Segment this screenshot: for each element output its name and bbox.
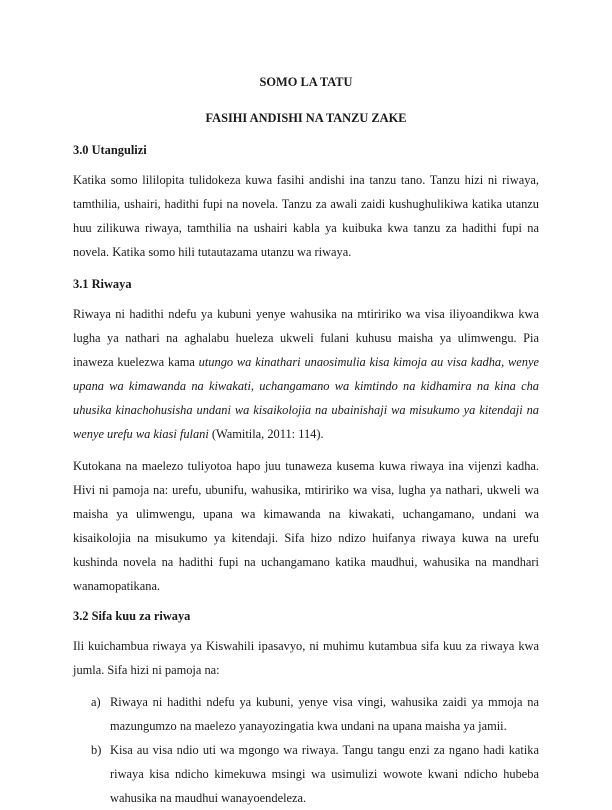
riwaya-components-paragraph: Kutokana na maelezo tuliyotoa hapo juu tunaweza kusema kuwa riwaya ina vijenzi kadha. Hivi ni pamoja na: urefu, ubunifu, wahusika, mtiririko wa visa, lugha ya nathari, ukweli wa maisha ya ulimwengu, upana wa kimawanda na kiwakati, uchangamano, undani wa kisaikolojia na misukumo ya kitendaji. Sifa hizo ndizo huifanya riwaya kuwa na urefu kushinda novela na hadithi fupi na uchangamano katika maudhui, wahusika na mandhari wanamopatikana. [73, 459, 539, 593]
definition-citation: (Wamitila, 2011: 114). [208, 427, 324, 441]
document-page [73, 70, 539, 810]
section-heading-riwaya: 3.1 Riwaya [73, 277, 132, 291]
section-riwaya [73, 272, 539, 598]
introduction-paragraph: Katika somo lililopita tulidokeza kuwa fasihi andishi ina tanzu tano. Tanzu hizi ni riwaya, tamthilia, ushairi, hadithi fupi na novela. Tanzu za awali zaidi kushughulikiwa katika utanzu huu zilikuwa riwaya, tamthilia na ushairi kabla ya kuibuka kwa tanzu za hadithi fupi na novela. Katika somo hili tutautazama utanzu wa riwaya. [73, 173, 539, 259]
lesson-subtitle: FASIHI ANDISHI NA TANZU ZAKE [205, 111, 407, 125]
definition-quote: utungo wa kinathari unaosimulia kisa kimoja au visa kadha, wenye upana wa kimawanda na kiwakati, uchangamano wa kimtindo na kidhamira na kina cha uhusika kinachohusisha undani wa kisaikolojia na ubainishaji wa misukumo ya kitendaji na wenye urefu wa kiasi fulani [73, 355, 540, 441]
list-item [73, 690, 539, 738]
section-sifa-kuu [73, 604, 539, 810]
sifa-list [73, 690, 539, 810]
list-item [73, 738, 539, 810]
section-introduction [73, 138, 539, 264]
section-heading-introduction: 3.0 Utangulizi [73, 143, 147, 157]
list-item-text: Kisa au visa ndio uti wa mgongo wa riwaya. Tangu tangu enzi za ngano hadi katika riwaya kisa ndicho kimekuwa msingi wa usimulizi wowote kwani ndicho hubeba wahusika na maudhui wanayoendeleza. [110, 743, 539, 805]
list-marker: b) [91, 743, 102, 757]
definition-intro: Riwaya ni hadithi ndefu ya kubuni yenye wahusika na mtiririko wa visa iliyoandikwa kwa lugha ya nathari na aghalabu hueleza ukweli fulani kuhusu maisha ya ulimwengu. Pia inaweza kuelezwa kama [73, 307, 539, 369]
sifa-intro-paragraph: Ili kuichambua riwaya ya Kiswahili ipasavyo, ni muhimu kutambua sifa kuu za riwaya kwa jumla. Sifa hizi ni pamoja na: [73, 639, 539, 677]
lesson-title: SOMO LA TATU [259, 75, 353, 89]
list-marker: a) [91, 695, 101, 709]
list-item-text: Riwaya ni hadithi ndefu ya kubuni, yenye visa vingi, wahusika zaidi ya mmoja na mazungumzo na maelezo yanayozingatia kwa undani na upana maisha ya jamii. [110, 695, 539, 733]
section-heading-sifa-kuu: 3.2 Sifa kuu za riwaya [73, 609, 191, 623]
riwaya-definition-paragraph [73, 302, 539, 446]
